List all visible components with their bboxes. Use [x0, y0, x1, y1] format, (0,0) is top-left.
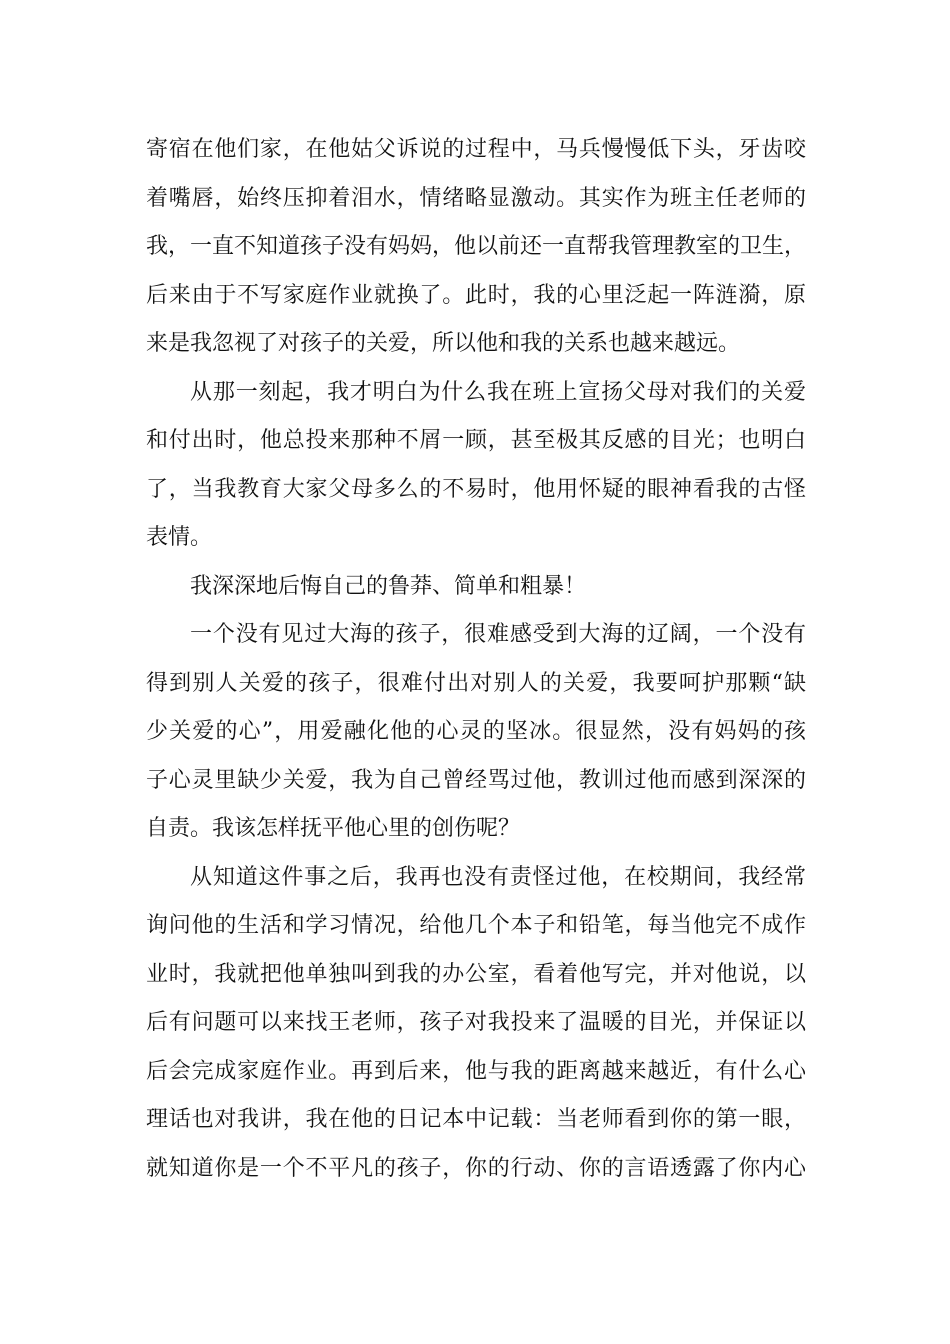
body-text [146, 126, 806, 1193]
text-line: 着嘴唇，始终压抑着泪水，情绪略显激动。其实作为班主任老师的 [146, 185, 806, 211]
text-line: 后来由于不写家庭作业就换了。此时，我的心里泛起一阵涟漪，原 [146, 282, 806, 308]
text-line: 就知道你是一个不平凡的孩子，你的行动、你的言语透露了你内心 [146, 1155, 806, 1181]
text-line: 了，当我教育大家父母多么的不易时，他用怀疑的眼神看我的古怪 [146, 476, 806, 502]
text-line: 询问他的生活和学习情况，给他几个本子和铅笔，每当他完不成作 [146, 913, 806, 938]
text-line: 后会完成家庭作业。再到后来，他与我的距离越来越近，有什么心 [146, 1058, 806, 1084]
text-line: 来是我忽视了对孩子的关爱，所以他和我的关系也越来越远。 [146, 331, 741, 356]
text-line: 从那一刻起，我才明白为什么我在班上宣扬父母对我们的关爱 [190, 379, 806, 405]
text-line: 和付出时，他总投来那种不屑一顾，甚至极其反感的目光；也明白 [146, 428, 806, 453]
text-line: 业时，我就把他单独叫到我的办公室，看着他写完，并对他说，以 [146, 961, 806, 987]
text-line: 寄宿在他们家，在他姑父诉说的过程中，马兵慢慢低下头，牙齿咬 [146, 137, 806, 162]
text-line: 子心灵里缺少关爱，我为自己曾经骂过他，教训过他而感到深深的 [146, 767, 806, 793]
text-line: 理话也对我讲，我在他的日记本中记载：当老师看到你的第一眼， [146, 1107, 806, 1132]
text-line: 我，一直不知道孩子没有妈妈，他以前还一直帮我管理教室的卫生， [146, 234, 807, 259]
text-line: 表情。 [146, 525, 213, 550]
text-line: 从知道这件事之后，我再也没有责怪过他，在校期间，我经常 [190, 864, 806, 890]
text-line: 一个没有见过大海的孩子，很难感受到大海的辽阔，一个没有 [190, 622, 806, 647]
text-line: 后有问题可以来找王老师，孩子对我投来了温暖的目光，并保证以 [146, 1010, 806, 1035]
text-line: 自责。我该怎样抚平他心里的创伤呢？ [146, 816, 521, 841]
text-line: 少关爱的心”，用爱融化他的心灵的坚冰。很显然，没有妈妈的孩 [146, 719, 806, 744]
text-line: 我深深地后悔自己的鲁莽、简单和粗暴！ [190, 573, 587, 599]
text-line: 得到别人关爱的孩子，很难付出对别人的关爱，我要呵护那颗“缺 [146, 670, 806, 696]
